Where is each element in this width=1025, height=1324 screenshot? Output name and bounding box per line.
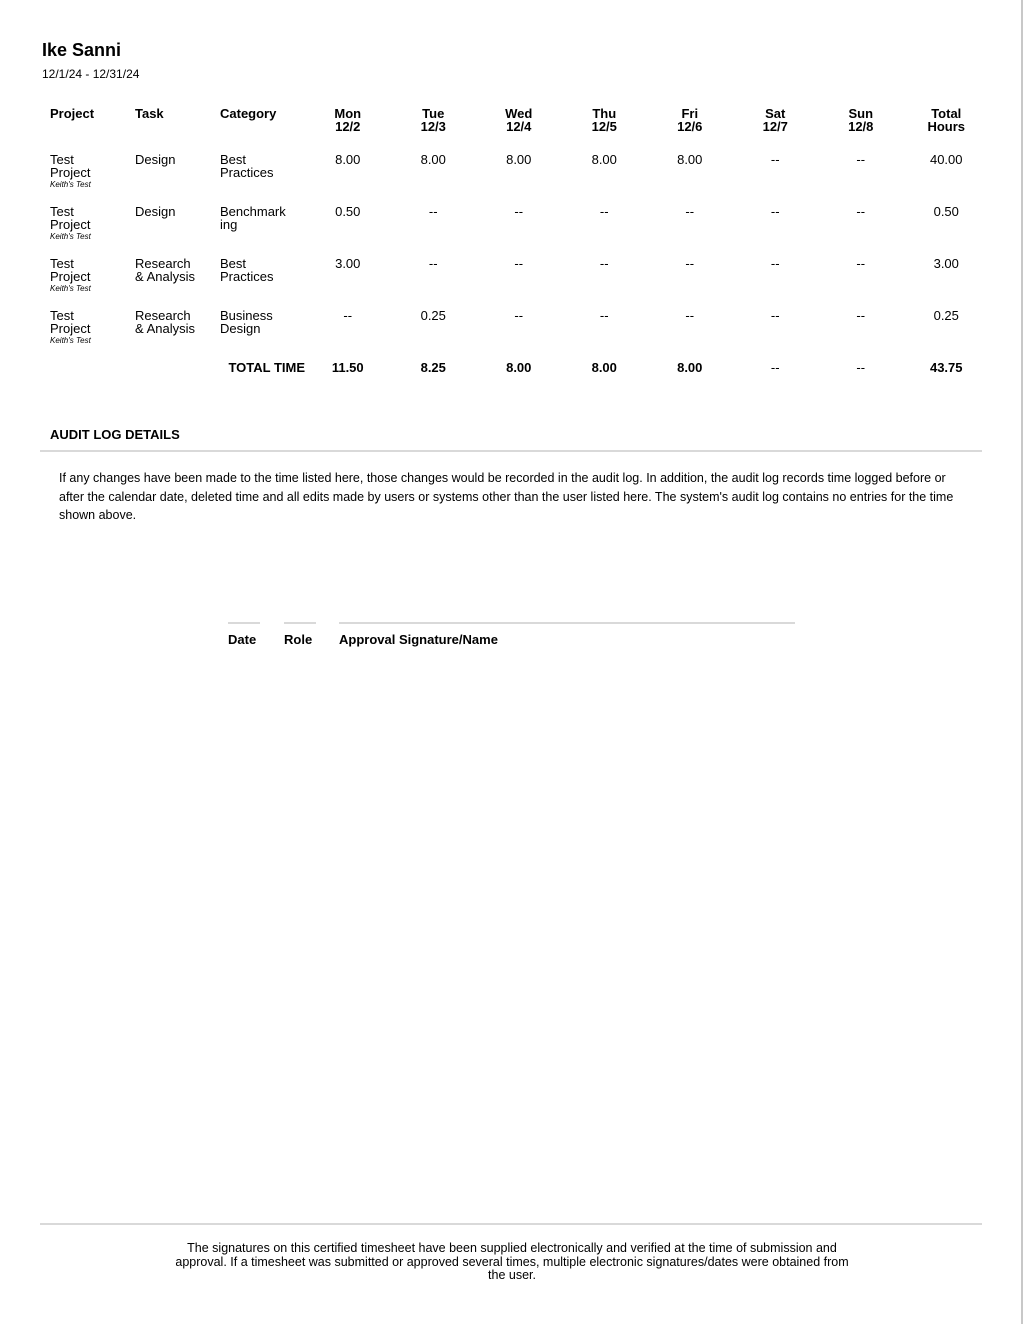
total-day-hours: 8.00 xyxy=(677,360,703,375)
cell-hours: -- xyxy=(685,308,695,323)
signature-date-label: Date xyxy=(228,622,260,647)
audit-log-title: AUDIT LOG DETAILS xyxy=(50,427,180,442)
audit-divider xyxy=(40,450,982,452)
client-name: Keith's Test xyxy=(50,336,91,345)
cell-hours: -- xyxy=(770,152,780,167)
cell-row-total: 0.25 xyxy=(933,308,959,323)
total-day-hours: 11.50 xyxy=(331,360,364,375)
cell-hours: -- xyxy=(856,152,866,167)
total-day-hours: -- xyxy=(856,360,866,375)
total-time-label: TOTAL TIME xyxy=(228,360,305,375)
cell-task: Research & Analysis xyxy=(135,308,195,336)
cell-hours: -- xyxy=(343,308,353,323)
grand-total-hours: 43.75 xyxy=(929,360,963,375)
date-range: 12/1/24 - 12/31/24 xyxy=(42,67,140,81)
cell-hours: -- xyxy=(514,308,524,323)
total-day-hours: 8.25 xyxy=(420,360,446,375)
cell-hours: 8.00 xyxy=(420,152,446,167)
cell-row-total: 3.00 xyxy=(933,256,959,271)
cell-category: Benchmark ing xyxy=(220,204,286,232)
header-day: Fri 12/6 xyxy=(677,106,703,134)
cell-hours: -- xyxy=(856,308,866,323)
header-day: Sun 12/8 xyxy=(848,106,874,134)
cell-hours: -- xyxy=(514,256,524,271)
signature-name-label: Approval Signature/Name xyxy=(339,622,795,647)
cell-project: Test Project Keith's Test xyxy=(42,201,135,253)
table-row xyxy=(42,149,989,201)
header-day: Tue 12/3 xyxy=(420,106,446,134)
audit-log-text: If any changes have been made to the time listed here, those changes would be recorded in the audit log. In addition, the audit log records time logged before or after the calendar date, deleted time and all edits made by users or systems other than the user listed here. The system's audit log contains no entries for the time shown above. xyxy=(59,471,954,522)
total-day-hours: 8.00 xyxy=(591,360,617,375)
header-category: Category xyxy=(220,106,277,121)
cell-hours: -- xyxy=(599,308,609,323)
cell-hours: 8.00 xyxy=(677,152,703,167)
header-day: Sat 12/7 xyxy=(762,106,788,134)
cell-task: Design xyxy=(135,204,176,219)
table-row xyxy=(42,305,989,357)
cell-hours: 0.50 xyxy=(335,204,361,219)
cell-hours: -- xyxy=(599,256,609,271)
cell-hours: -- xyxy=(685,204,695,219)
signature-role-label: Role xyxy=(284,622,316,647)
cell-task: Research & Analysis xyxy=(135,256,195,284)
cell-category: Best Practices xyxy=(220,256,274,284)
total-day-hours: -- xyxy=(770,360,780,375)
cell-hours: -- xyxy=(856,256,866,271)
cell-hours: -- xyxy=(685,256,695,271)
footer-divider xyxy=(40,1223,982,1225)
header-day: Thu 12/5 xyxy=(591,106,617,134)
client-name: Keith's Test xyxy=(50,284,91,293)
timesheet-table xyxy=(42,104,989,391)
cell-hours: -- xyxy=(514,204,524,219)
cell-hours: -- xyxy=(770,308,780,323)
header-day: Wed 12/4 xyxy=(505,106,533,134)
cell-hours: -- xyxy=(856,204,866,219)
client-name: Keith's Test xyxy=(50,180,91,189)
client-name: Keith's Test xyxy=(50,232,91,241)
cell-hours: -- xyxy=(770,256,780,271)
cell-hours: -- xyxy=(428,204,438,219)
cell-category: Best Practices xyxy=(220,152,274,180)
cell-project: Test Project Keith's Test xyxy=(42,149,135,201)
cell-row-total: 40.00 xyxy=(929,152,963,167)
cell-task: Design xyxy=(135,152,176,167)
page-edge xyxy=(1021,0,1023,1324)
cell-hours: 8.00 xyxy=(506,152,532,167)
cell-project: Test Project Keith's Test xyxy=(42,305,135,357)
total-time-row xyxy=(42,357,989,391)
cell-row-total: 0.50 xyxy=(933,204,959,219)
cell-hours: 0.25 xyxy=(420,308,446,323)
header-day: Mon 12/2 xyxy=(334,106,362,134)
cell-hours: 3.00 xyxy=(335,256,361,271)
cell-hours: 8.00 xyxy=(591,152,617,167)
table-row xyxy=(42,253,989,305)
cell-project: Test Project Keith's Test xyxy=(42,253,135,305)
cell-hours: -- xyxy=(599,204,609,219)
table-row xyxy=(42,201,989,253)
header-total-hours: Total Hours xyxy=(927,106,966,134)
cell-hours: -- xyxy=(770,204,780,219)
total-day-hours: 8.00 xyxy=(506,360,532,375)
header-project: Project xyxy=(50,106,95,121)
footer-certification-text: The signatures on this certified timesheet have been supplied electronically and verified at the time of submission and approval. If a timesheet was submitted or approved several times, multiple electronic signatures/dates were obtained from the user. xyxy=(175,1241,849,1282)
table-header-row xyxy=(42,104,989,149)
cell-hours: -- xyxy=(428,256,438,271)
header-task: Task xyxy=(135,106,164,121)
cell-hours: 8.00 xyxy=(335,152,361,167)
employee-name: Ike Sanni xyxy=(42,40,122,60)
cell-category: Business Design xyxy=(220,308,273,336)
